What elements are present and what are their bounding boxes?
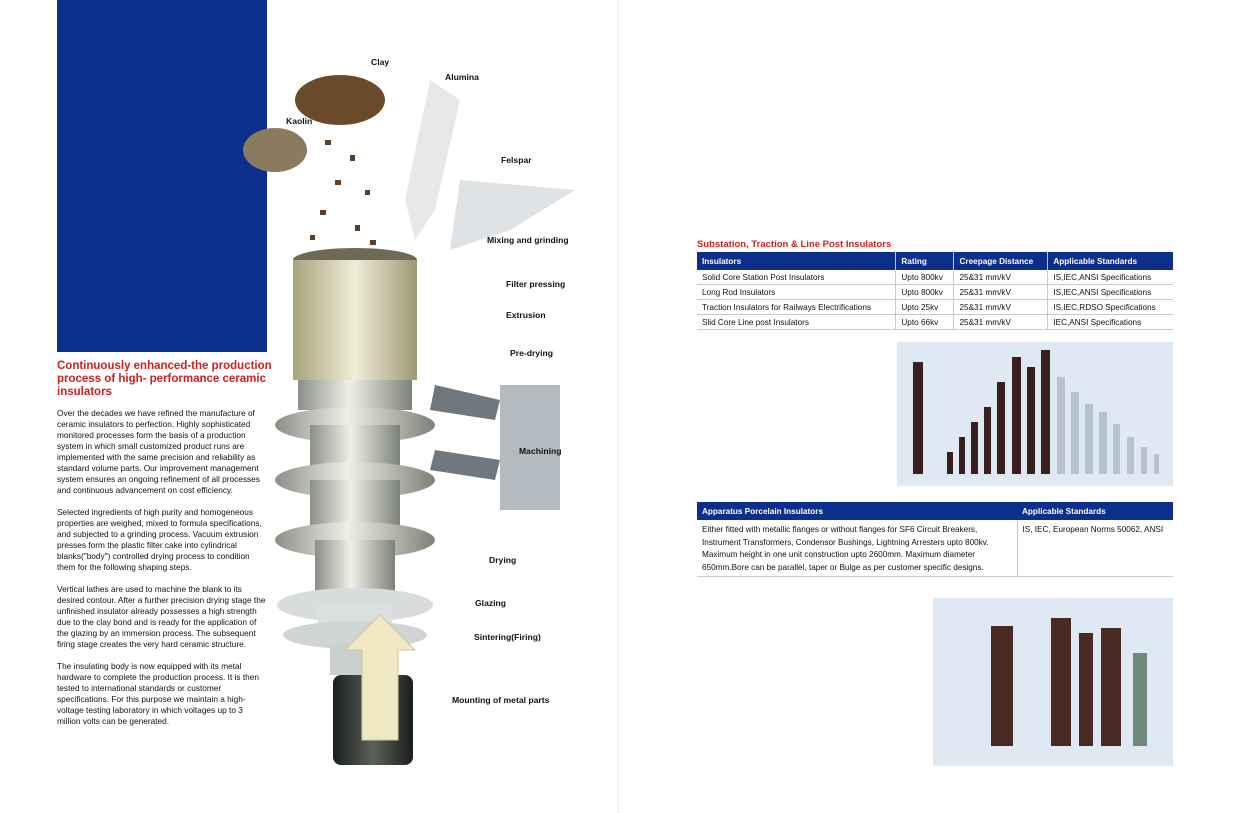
cell-standards: IS,IEC,RDSO Specifications (1048, 300, 1173, 315)
cell-insulator: Solid Core Station Post Insulators (697, 270, 896, 285)
cell-rating: Upto 800kv (896, 285, 954, 300)
label-pre-drying: Pre-drying (510, 348, 553, 358)
cell-rating: Upto 66kv (896, 315, 954, 330)
table-row (697, 300, 1173, 315)
label-machining: Machining (519, 446, 562, 456)
label-felspar: Felspar (501, 155, 532, 165)
table-row (697, 285, 1173, 300)
cell-standards: IS,IEC,ANSI Specifications (1048, 270, 1173, 285)
label-drying: Drying (489, 555, 517, 565)
cell-description: Either fitted with metallic flanges or without flanges for SF6 Circuit Breakers, Instrument Transformers, Condensor Bushings, Lightning Arresters upto 800kv. Maximum height in one unit construction upto 2600mm. Maximum diameter 650mm.Bore can be parallel, taper or Bulge as per customer specific designs. (697, 520, 1017, 577)
label-mixing-and-grinding: Mixing and grinding (487, 235, 569, 245)
header-apparatus-porcelain: Apparatus Porcelain Insulators (697, 502, 1017, 520)
page-heading: Continuously enhanced-the production process of high- performance ceramic insulators (57, 360, 272, 398)
cell-standards: IEC,ANSI Specifications (1048, 315, 1173, 330)
label-sintering: Sintering(Firing) (474, 632, 541, 642)
insulators-table (697, 252, 1173, 330)
cell-standards: IS,IEC,ANSI Specifications (1048, 285, 1173, 300)
label-alumina: Alumina (445, 72, 479, 82)
table-row (697, 520, 1173, 577)
label-clay: Clay (371, 57, 390, 67)
table-header-row (697, 502, 1173, 520)
cell-insulator: Traction Insulators for Railways Electrifications (697, 300, 896, 315)
label-mounting-metal-parts: Mounting of metal parts (452, 695, 550, 705)
cell-creepage: 25&31 mm/kV (954, 315, 1048, 330)
page-divider (618, 0, 619, 813)
apparatus-insulators-image (933, 598, 1173, 766)
cell-creepage: 25&31 mm/kV (954, 285, 1048, 300)
post-insulators-photo (897, 342, 1173, 486)
table-row (697, 315, 1173, 330)
header-creepage-distance: Creepage Distance (954, 252, 1048, 270)
table-header-row (697, 252, 1173, 270)
label-extrusion: Extrusion (506, 310, 546, 320)
insulators-image (897, 342, 1173, 486)
cell-standards: IS, IEC, European Norms 50062, ANSI (1017, 520, 1173, 577)
cell-creepage: 25&31 mm/kV (954, 300, 1048, 315)
paragraph-1: Over the decades we have refined the manufacture of ceramic insulators to perfection. Highly sophisticated monitored processes form the basis of a production system in which small customized product runs are implemented with the same precision and reliability as standard volume parts. Our improvement management system ensures an ongoing refinement of all processes and continuous advancement on cost efficiency. (57, 408, 260, 495)
cell-rating: Upto 25kv (896, 300, 954, 315)
section-title: Substation, Traction & Line Post Insulators (697, 239, 892, 250)
paragraph-4: The insulating body is now equipped with its metal hardware to complete the production process. It is then tested to international standards or customer specifications. For this purpose we maintain a high-voltage testing laboratory in which voltages up to 3 million volts can be generated. (57, 661, 260, 726)
cell-insulator: Long Rod Insulators (697, 285, 896, 300)
paragraph-3: Vertical lathes are used to machine the blank to its desired contour. After a further precision drying stage the unfinished insulator already possesses a high strength due to the clay bond and is ready for the application of the glazing by an immersion process. The subsequent firing stage creates the very hard ceramic structure. (57, 584, 266, 649)
header-applicable-standards: Applicable Standards (1048, 252, 1173, 270)
production-process-illustration (230, 40, 610, 780)
label-filter-pressing: Filter pressing (506, 279, 566, 289)
apparatus-porcelain-table (697, 502, 1173, 577)
cell-insulator: Slid Core Line post Insulators (697, 315, 896, 330)
cell-creepage: 25&31 mm/kV (954, 270, 1048, 285)
header-applicable-standards: Applicable Standards (1017, 502, 1173, 520)
header-rating: Rating (896, 252, 954, 270)
table-row (697, 270, 1173, 285)
header-insulators: Insulators (697, 252, 896, 270)
label-kaolin: Kaolin (286, 116, 313, 126)
paragraph-2: Selected ingredients of high purity and homogeneous properties are weighed, mixed to formula specifications, and subjected to a grinding process. Vacuum extrusion presses form the plastic filter cake into cylindrical blanks("body") controlled drying process to condition them for the following shaping steps. (57, 507, 262, 572)
label-glazing: Glazing (475, 598, 507, 608)
insulator-illustration (230, 40, 610, 780)
cell-rating: Upto 800kv (896, 270, 954, 285)
apparatus-insulators-photo (933, 598, 1173, 766)
